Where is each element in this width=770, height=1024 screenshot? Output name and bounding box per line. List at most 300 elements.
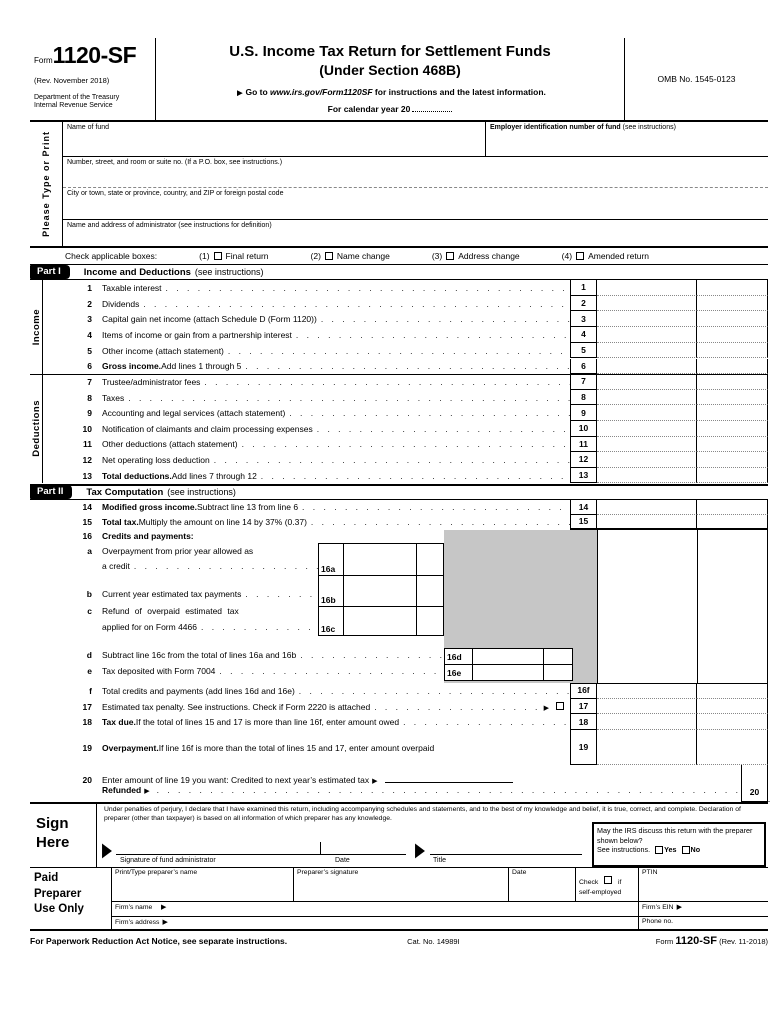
amended-return-option [562, 251, 649, 261]
footer-form-number: 1120-SF [675, 935, 717, 947]
line-8-amount-field[interactable] [597, 390, 697, 406]
entity-section [30, 122, 768, 248]
street-label: Number, street, and room or suite no. (If a P.O. box, see instructions.) [67, 159, 283, 166]
line-15-text: Multiply the amount on line 14 by 37% (0.37) [138, 517, 307, 528]
line-8-cents-field[interactable] [697, 390, 768, 406]
calendar-year-line [156, 103, 624, 114]
line-18-box-number: 18 [570, 714, 597, 730]
line-1-amount-field[interactable] [597, 280, 697, 296]
line-3-box-number: 3 [570, 311, 597, 327]
line-16c-text: Refund of overpaid estimated tax [102, 606, 239, 616]
arrow-icon: ▶ [372, 777, 378, 785]
signature-arrow-icon: ▶ [102, 838, 112, 861]
line-16b-cents-field[interactable] [417, 576, 443, 606]
line-11-box-number: 11 [570, 437, 597, 453]
paid-preparer-header [30, 868, 112, 929]
amended-return-label: Amended return [588, 251, 650, 261]
line-20-box-number: 20 [741, 765, 768, 802]
line-19-cents-field[interactable] [697, 730, 768, 765]
preparer-date-label: Date [512, 869, 527, 876]
form-line-7 [30, 374, 768, 390]
form-line-8 [30, 390, 768, 406]
line-5-text: Other income (attach statement) [102, 345, 224, 356]
line-16-number: 16 [82, 531, 92, 541]
form-line-1 [30, 280, 768, 296]
deductions-sidebar-label: Deductions [30, 400, 42, 458]
arrow-icon: ▶ [543, 704, 549, 712]
line-12-label [102, 455, 570, 465]
form-id-block [30, 38, 155, 120]
line-4-amount-field[interactable] [597, 327, 697, 343]
dot-leader [245, 361, 570, 371]
line-16b-row [319, 576, 443, 607]
dot-leader [219, 666, 444, 676]
ptin-field[interactable] [639, 868, 768, 902]
line-17-amount-field[interactable] [597, 699, 697, 715]
line-5-label [102, 346, 570, 356]
line-16e-cents-field[interactable] [544, 665, 572, 680]
part-2-badge: Part II [30, 485, 72, 499]
irs-discuss-yes-no [597, 845, 761, 855]
dot-leader [201, 622, 318, 632]
line-5-amount-field[interactable] [597, 343, 697, 359]
line-16c-text-cont: applied for on Form 4466 [102, 621, 197, 632]
form-line-14 [30, 500, 768, 515]
here-word: Here [36, 833, 70, 851]
dot-leader [228, 346, 570, 356]
line-6-number: 6 [87, 361, 92, 372]
firm-name-label: Firm’s name [115, 904, 153, 911]
line-18-cents-field[interactable] [697, 714, 768, 730]
goto-instructions [156, 87, 624, 97]
signature-date-label: Date [335, 857, 350, 864]
line-3-amount-field[interactable] [597, 311, 697, 327]
name-change-label: Name change [336, 251, 390, 261]
line-16a-cents-field[interactable] [417, 544, 443, 575]
title-label: Title [433, 857, 446, 864]
line-8-box-number: 8 [570, 390, 597, 406]
city-field[interactable] [63, 188, 768, 220]
column-divider [597, 530, 598, 683]
line-9-cents-field[interactable] [697, 405, 768, 421]
agency-line-2: Internal Revenue Service [34, 102, 113, 110]
dot-leader [143, 299, 570, 309]
form-title: U.S. Income Tax Return for Settlement Funds [229, 43, 551, 60]
line-3-number: 3 [87, 314, 92, 325]
discuss-yes-checkbox[interactable] [655, 846, 663, 854]
ein-label: Employer identification number of fund [490, 124, 621, 131]
type-or-print-label: Please Type or Print [41, 131, 51, 237]
line-16b-text [30, 589, 318, 599]
line-18-amount-field[interactable] [597, 714, 697, 730]
form-line-4 [30, 327, 768, 343]
arrow-icon: ▶ [237, 90, 243, 97]
line-9-number: 9 [87, 408, 92, 419]
use-only-word: Use Only [34, 903, 84, 916]
self-employed-cell [576, 868, 639, 902]
line-17-box-number: 17 [570, 699, 597, 715]
line-16d-letter: d [86, 650, 92, 660]
dot-leader [321, 314, 570, 324]
line-16b-text-span: Current year estimated tax payments [102, 589, 242, 599]
firm-name-field[interactable] [112, 902, 639, 917]
option-2-number: (2) [310, 251, 321, 261]
line-7-text: Trustee/administrator fees [102, 376, 201, 387]
line-13-box-number: 13 [570, 468, 597, 484]
dot-leader [300, 650, 444, 660]
line-17-text: Estimated tax penalty. See instructions. Check if Form 2220 is attached [102, 701, 371, 712]
address-change-label: Address change [458, 251, 520, 261]
sign-here-section [30, 802, 768, 868]
dot-leader [128, 393, 570, 403]
income-sidebar-label: Income [30, 308, 42, 346]
line-15-amount-field[interactable] [597, 515, 697, 530]
line-15-label [102, 517, 570, 527]
street-field[interactable] [63, 157, 768, 188]
line-19-bold: Overpayment. [102, 742, 159, 753]
irs-discuss-text: May the IRS discuss this return with the preparer shown below? [597, 826, 753, 845]
line-17-cents-field[interactable] [697, 699, 768, 715]
line-14-number: 14 [82, 502, 92, 513]
form-line-15 [30, 515, 768, 530]
address-change-checkbox[interactable] [446, 252, 454, 260]
line-16d-label [102, 650, 444, 660]
line-16d-row [445, 649, 572, 665]
line-16e-row [445, 665, 572, 680]
line-16e-box-label: 16e [445, 665, 473, 680]
line-10-number: 10 [82, 423, 92, 434]
dot-leader [245, 589, 318, 599]
line-16f-letter: f [89, 685, 92, 696]
option-4-number: (4) [561, 251, 573, 261]
form-line-10 [30, 421, 768, 437]
line-11-cents-field[interactable] [697, 437, 768, 453]
line-16a-text-2 [30, 561, 318, 571]
arrow-icon: ▶ [676, 904, 682, 911]
fund-administrator-signature-field[interactable] [116, 854, 406, 855]
line-11-amount-field[interactable] [597, 437, 697, 453]
line-20-number: 20 [82, 774, 92, 785]
form-line-6 [30, 359, 768, 375]
form-line-17 [30, 699, 768, 715]
check-applicable-boxes-row [30, 248, 768, 264]
part-2-note: (see instructions) [167, 487, 236, 497]
line-12-amount-field[interactable] [597, 452, 697, 468]
administrator-field[interactable] [63, 220, 768, 246]
line-16c-text-2 [30, 622, 318, 632]
line-16a-row [319, 544, 443, 576]
line-13-text: Add lines 7 through 12 [171, 470, 257, 481]
form-title-block [155, 38, 625, 120]
name-change-checkbox[interactable] [325, 252, 333, 260]
line-16d-box-label: 16d [445, 649, 473, 664]
line-9-text: Accounting and legal services (attach statement) [102, 408, 286, 419]
line-9-amount-field[interactable] [597, 405, 697, 421]
footer-form-word: Form [655, 937, 674, 946]
line-4-label [102, 330, 570, 340]
form-line-16f [30, 683, 768, 699]
line-16c-box-label: 16c [319, 607, 344, 635]
form-line-2 [30, 296, 768, 312]
paid-word: Paid [34, 872, 59, 884]
title-arrow-icon: ▶ [415, 838, 425, 861]
line-19-amount-field[interactable] [597, 730, 697, 765]
arrow-icon: ▶ [144, 787, 150, 795]
line-10-amount-field[interactable] [597, 421, 697, 437]
dot-leader [134, 561, 318, 571]
see-instructions-text: See instructions. [597, 845, 651, 855]
line-16e-text [30, 666, 444, 676]
line-18-text: If the total of lines 15 and 17 is more than line 16f, enter amount owed [135, 717, 400, 728]
line-16c-cents-field[interactable] [417, 607, 443, 635]
line-4-cents-field[interactable] [697, 327, 768, 343]
line-16d-cents-field[interactable] [544, 649, 572, 664]
line-20-credited-text: Enter amount of line 19 you want: Credited to next year’s estimated tax [102, 774, 370, 785]
footer-form-id [656, 935, 768, 947]
line-14-bold: Modified gross income. [102, 502, 197, 513]
address-change-option [432, 251, 520, 261]
firm-ein-field[interactable] [639, 902, 768, 917]
line-7-amount-field[interactable] [597, 374, 697, 390]
line-16-label [102, 531, 430, 541]
form-line-12 [30, 452, 768, 468]
line-15-cents-field[interactable] [697, 515, 768, 530]
line-16c-letter: c [87, 606, 92, 616]
line-1-box-number: 1 [570, 280, 597, 296]
line-2-cents-field[interactable] [697, 296, 768, 312]
part-1-header [30, 264, 768, 280]
preparer-name-label: Print/Type preparer’s name [115, 869, 198, 876]
form-line-5 [30, 343, 768, 359]
phone-field[interactable] [639, 917, 768, 931]
line-16b-amount-field[interactable] [344, 576, 417, 606]
form-line-9 [30, 405, 768, 421]
preparer-name-field[interactable] [112, 868, 294, 902]
line-14-cents-field[interactable] [697, 500, 768, 515]
ein-field[interactable] [485, 122, 768, 156]
line-7-cents-field[interactable] [697, 374, 768, 390]
line-2-text: Dividends [102, 298, 140, 309]
line-16f-label [102, 686, 570, 696]
check-word: Check [579, 879, 599, 886]
paperwork-notice: For Paperwork Reduction Act Notice, see separate instructions. [30, 936, 288, 946]
perjury-statement: Under penalties of perjury, I declare that I have examined this return, including accompanying schedules and statements, and to the best of my knowledge and belief, it is true, correct, and complete. Declaration of preparer (other than taxpayer) is based on all information of which preparer has any knowledge. [104, 806, 741, 822]
line-1-text: Taxable interest [102, 282, 162, 293]
line-15-number: 15 [82, 517, 92, 528]
line-16a-letter: a [87, 546, 92, 556]
line-8-text: Taxes [102, 392, 125, 403]
dot-leader [374, 702, 540, 712]
self-employed-checkbox[interactable] [604, 876, 612, 884]
line-6-amount-field[interactable] [597, 359, 697, 375]
dot-leader [204, 377, 570, 387]
right-edge [767, 530, 768, 683]
dot-leader [214, 455, 570, 465]
dot-leader [317, 424, 570, 434]
dot-leader [403, 717, 570, 727]
line-1-cents-field[interactable] [697, 280, 768, 296]
line-16-bold: Credits and payments: [102, 531, 194, 541]
line-15-box-number: 15 [570, 515, 597, 530]
discuss-no-checkbox[interactable] [682, 846, 690, 854]
line-16a-box-label: 16a [319, 544, 344, 575]
line-16a-text: Overpayment from prior year allowed as [102, 546, 254, 556]
preparer-row-2 [112, 902, 768, 917]
preparer-date-field[interactable] [509, 868, 576, 902]
line-6-box-number: 6 [570, 359, 597, 375]
form-header [30, 38, 768, 122]
line-16d-text-span: Subtract line 16c from the total of lines 16a and 16b [102, 650, 297, 660]
form-line-13 [30, 468, 768, 484]
line-20-labels [30, 771, 741, 797]
agency-name [34, 94, 153, 111]
line-8-number: 8 [87, 392, 92, 403]
ptin-label: PTIN [642, 869, 658, 876]
line-2-amount-field[interactable] [597, 296, 697, 312]
entity-fields [63, 122, 768, 246]
line-14-amount-field[interactable] [597, 500, 697, 515]
line-6-bold: Gross income. [102, 361, 162, 372]
line-16a-text-1 [30, 546, 318, 556]
option-1-number: (1) [199, 251, 210, 261]
line-15-bold: Total tax. [102, 517, 139, 528]
line-18-label [102, 717, 570, 727]
line-18-number: 18 [82, 717, 92, 728]
if-word: if [618, 879, 622, 886]
line-6-cents-field[interactable] [697, 359, 768, 375]
firm-ein-label: Firm’s EIN [642, 904, 674, 911]
line-19-text: If line 16f is more than the total of lines 15 and 17, enter amount overpaid [158, 742, 435, 753]
omb-number: OMB No. 1545-0123 [657, 74, 736, 84]
line-10-label [102, 424, 570, 434]
line-20-text-2 [102, 785, 741, 795]
dot-leader [157, 785, 741, 795]
phone-label: Phone no. [642, 918, 673, 925]
line-20-text-1 [30, 774, 741, 785]
preparer-signature-field[interactable] [294, 868, 509, 902]
form-line-18 [30, 714, 768, 730]
line-10-cents-field[interactable] [697, 421, 768, 437]
dot-leader [242, 439, 570, 449]
calendar-year-label: For calendar year 20 [327, 104, 411, 114]
line-16b-label [102, 589, 318, 599]
line-16d-amount-field[interactable] [473, 649, 544, 664]
line-16f-cents-field[interactable] [697, 683, 768, 699]
dot-leader [261, 471, 570, 481]
line-5-box-number: 5 [570, 343, 597, 359]
city-label: City or town, state or province, country, and ZIP or foreign postal code [67, 190, 284, 197]
option-3-number: (3) [431, 251, 443, 261]
lines-16d-16e-entry-boxes [444, 648, 573, 681]
line-13-bold: Total deductions. [102, 470, 172, 481]
line-17-label [102, 702, 570, 712]
form-word: Form [34, 56, 53, 65]
lines-16a-16c-entry-boxes [318, 543, 444, 636]
line-16f-amount-field[interactable] [597, 683, 697, 699]
amended-return-checkbox[interactable] [576, 252, 584, 260]
title-field[interactable] [430, 854, 582, 855]
line-13-amount-field[interactable] [597, 468, 697, 484]
line-16a-amount-field[interactable] [344, 544, 417, 575]
line-16c-row [319, 607, 443, 635]
dot-leader [299, 686, 570, 696]
line-16e-label [102, 666, 444, 676]
arrow-icon: ▶ [160, 904, 167, 911]
dot-leader [311, 517, 570, 527]
line-16c-label-2 [102, 622, 318, 632]
final-return-checkbox[interactable] [214, 252, 222, 260]
line-1-label [102, 283, 570, 293]
part-1-title: Income and Deductions [83, 266, 191, 278]
credited-amount-field[interactable] [385, 774, 513, 783]
form-line-3 [30, 311, 768, 327]
line-13-cents-field[interactable] [697, 468, 768, 484]
calendar-year-field[interactable] [412, 103, 452, 112]
name-of-fund-field[interactable] [63, 122, 485, 156]
form-footer [30, 935, 768, 947]
line-9-label [102, 408, 570, 418]
line-5-cents-field[interactable] [697, 343, 768, 359]
line-16b-box-label: 16b [319, 576, 344, 606]
line-5-number: 5 [87, 345, 92, 356]
goto-prefix: Go to [245, 87, 271, 97]
credits-and-payments-zone [30, 530, 768, 683]
preparer-row-1 [112, 868, 768, 902]
line-16c-amount-field[interactable] [344, 607, 417, 635]
entity-row-1 [63, 122, 768, 157]
line-6-text: Add lines 1 through 5 [161, 361, 242, 372]
dot-leader [166, 283, 570, 293]
irs-url: www.irs.gov/Form1120SF [270, 87, 373, 97]
sign-word: Sign [36, 815, 69, 832]
check-boxes-label: Check applicable boxes: [65, 251, 158, 261]
form-line-20 [30, 765, 768, 802]
line-12-number: 12 [82, 454, 92, 465]
sign-here-header [30, 804, 97, 867]
part-2-title: Tax Computation [86, 486, 164, 498]
line-4-text: Items of income or gain from a partnership interest [102, 329, 292, 340]
dot-leader [296, 330, 570, 340]
form-line-19 [30, 730, 768, 765]
signature-date-divider [320, 842, 321, 854]
line-16f-box-number: 16f [570, 683, 597, 699]
line-16c-text-1 [30, 606, 318, 616]
arrow-icon: ▶ [162, 919, 168, 926]
line-13-number: 13 [82, 470, 92, 481]
part-1-note: (see instructions) [194, 267, 264, 277]
line-16d-text [30, 650, 444, 660]
final-return-option [199, 251, 268, 261]
line-16e-amount-field[interactable] [473, 665, 544, 680]
line-2-box-number: 2 [570, 296, 597, 312]
yes-label: Yes [664, 845, 677, 855]
form-subtitle: (Under Section 468B) [319, 62, 461, 78]
line-11-label [102, 439, 570, 449]
line-3-cents-field[interactable] [697, 311, 768, 327]
line-11-number: 11 [83, 439, 92, 450]
form-2220-checkbox[interactable] [556, 702, 564, 710]
firm-address-field[interactable] [112, 917, 639, 931]
line-16a-label-1 [102, 546, 318, 556]
line-14-text: Subtract line 13 from line 6 [196, 502, 299, 513]
paid-preparer-section [30, 868, 768, 931]
line-16a-label-2 [102, 561, 318, 571]
line-16a-text-cont: a credit [102, 561, 130, 571]
line-14-label [102, 502, 570, 512]
line-12-cents-field[interactable] [697, 452, 768, 468]
line-1-number: 1 [87, 282, 92, 293]
line-7-number: 7 [87, 376, 92, 387]
